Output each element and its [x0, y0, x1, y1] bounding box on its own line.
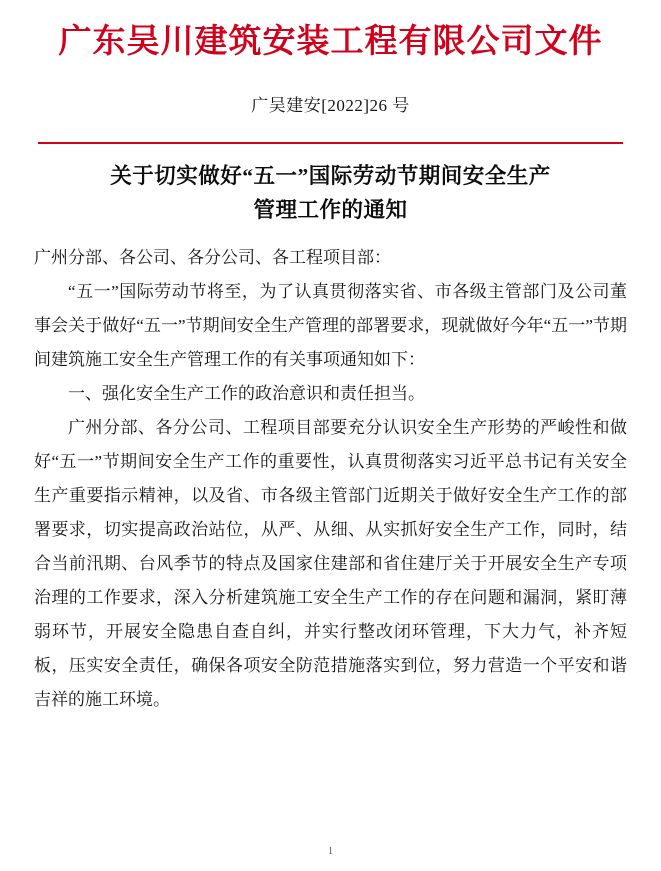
red-divider-rule: [38, 142, 623, 144]
salutation: 广州分部、各公司、各分公司、各工程项目部：: [34, 247, 391, 267]
body-paragraph-1: “五一”国际劳动节将至，为了认真贯彻落实省、市各级主管部门及公司董事会关于做好“五一”节期间安全生产管理的部署要求，现就做好今年“五一”节期间建筑施工安全生产管理工作的有关事项通知如下：: [34, 281, 627, 369]
body-paragraph-2: 一、强化安全生产工作的政治意识和责任担当。: [68, 383, 425, 403]
subject-line-1: 关于切实做好“五一”国际劳动节期间安全生产: [110, 164, 551, 189]
body-paragraph-3: 广州分部、各分公司、工程项目部要充分认识安全生产形势的严峻性和做好“五一”节期间安全生产工作的重要性，认真贯彻落实习近平总书记有关安全生产重要指示精神，以及省、市各级主管部门近期关于做好安全生产工作的部署要求，切实提高政治站位，从严、从细、从实抓好安全生产工作，同时，结合当前汛期、台风季节的特点及国家住建部和省住建厅关于开展安全生产专项治理的工作要求，深入分析建筑施工安全生产工作的存在问题和漏洞，紧盯薄弱环节，开展安全隐患自查自纠，并实行整改闭环管理，下大力气，补齐短板，压实安全责任，确保各项安全防范措施落实到位，努力营造一个平安和谐吉祥的施工环境。: [34, 417, 627, 709]
subject-line-2: 管理工作的通知: [253, 197, 408, 222]
document-title: 广东吴川建筑安装工程有限公司文件: [58, 24, 603, 60]
document-number: 广吴建安[2022]26 号: [251, 96, 410, 116]
document-body: [34, 241, 627, 717]
document-subject: [34, 160, 627, 227]
page-number: 1: [328, 846, 333, 857]
